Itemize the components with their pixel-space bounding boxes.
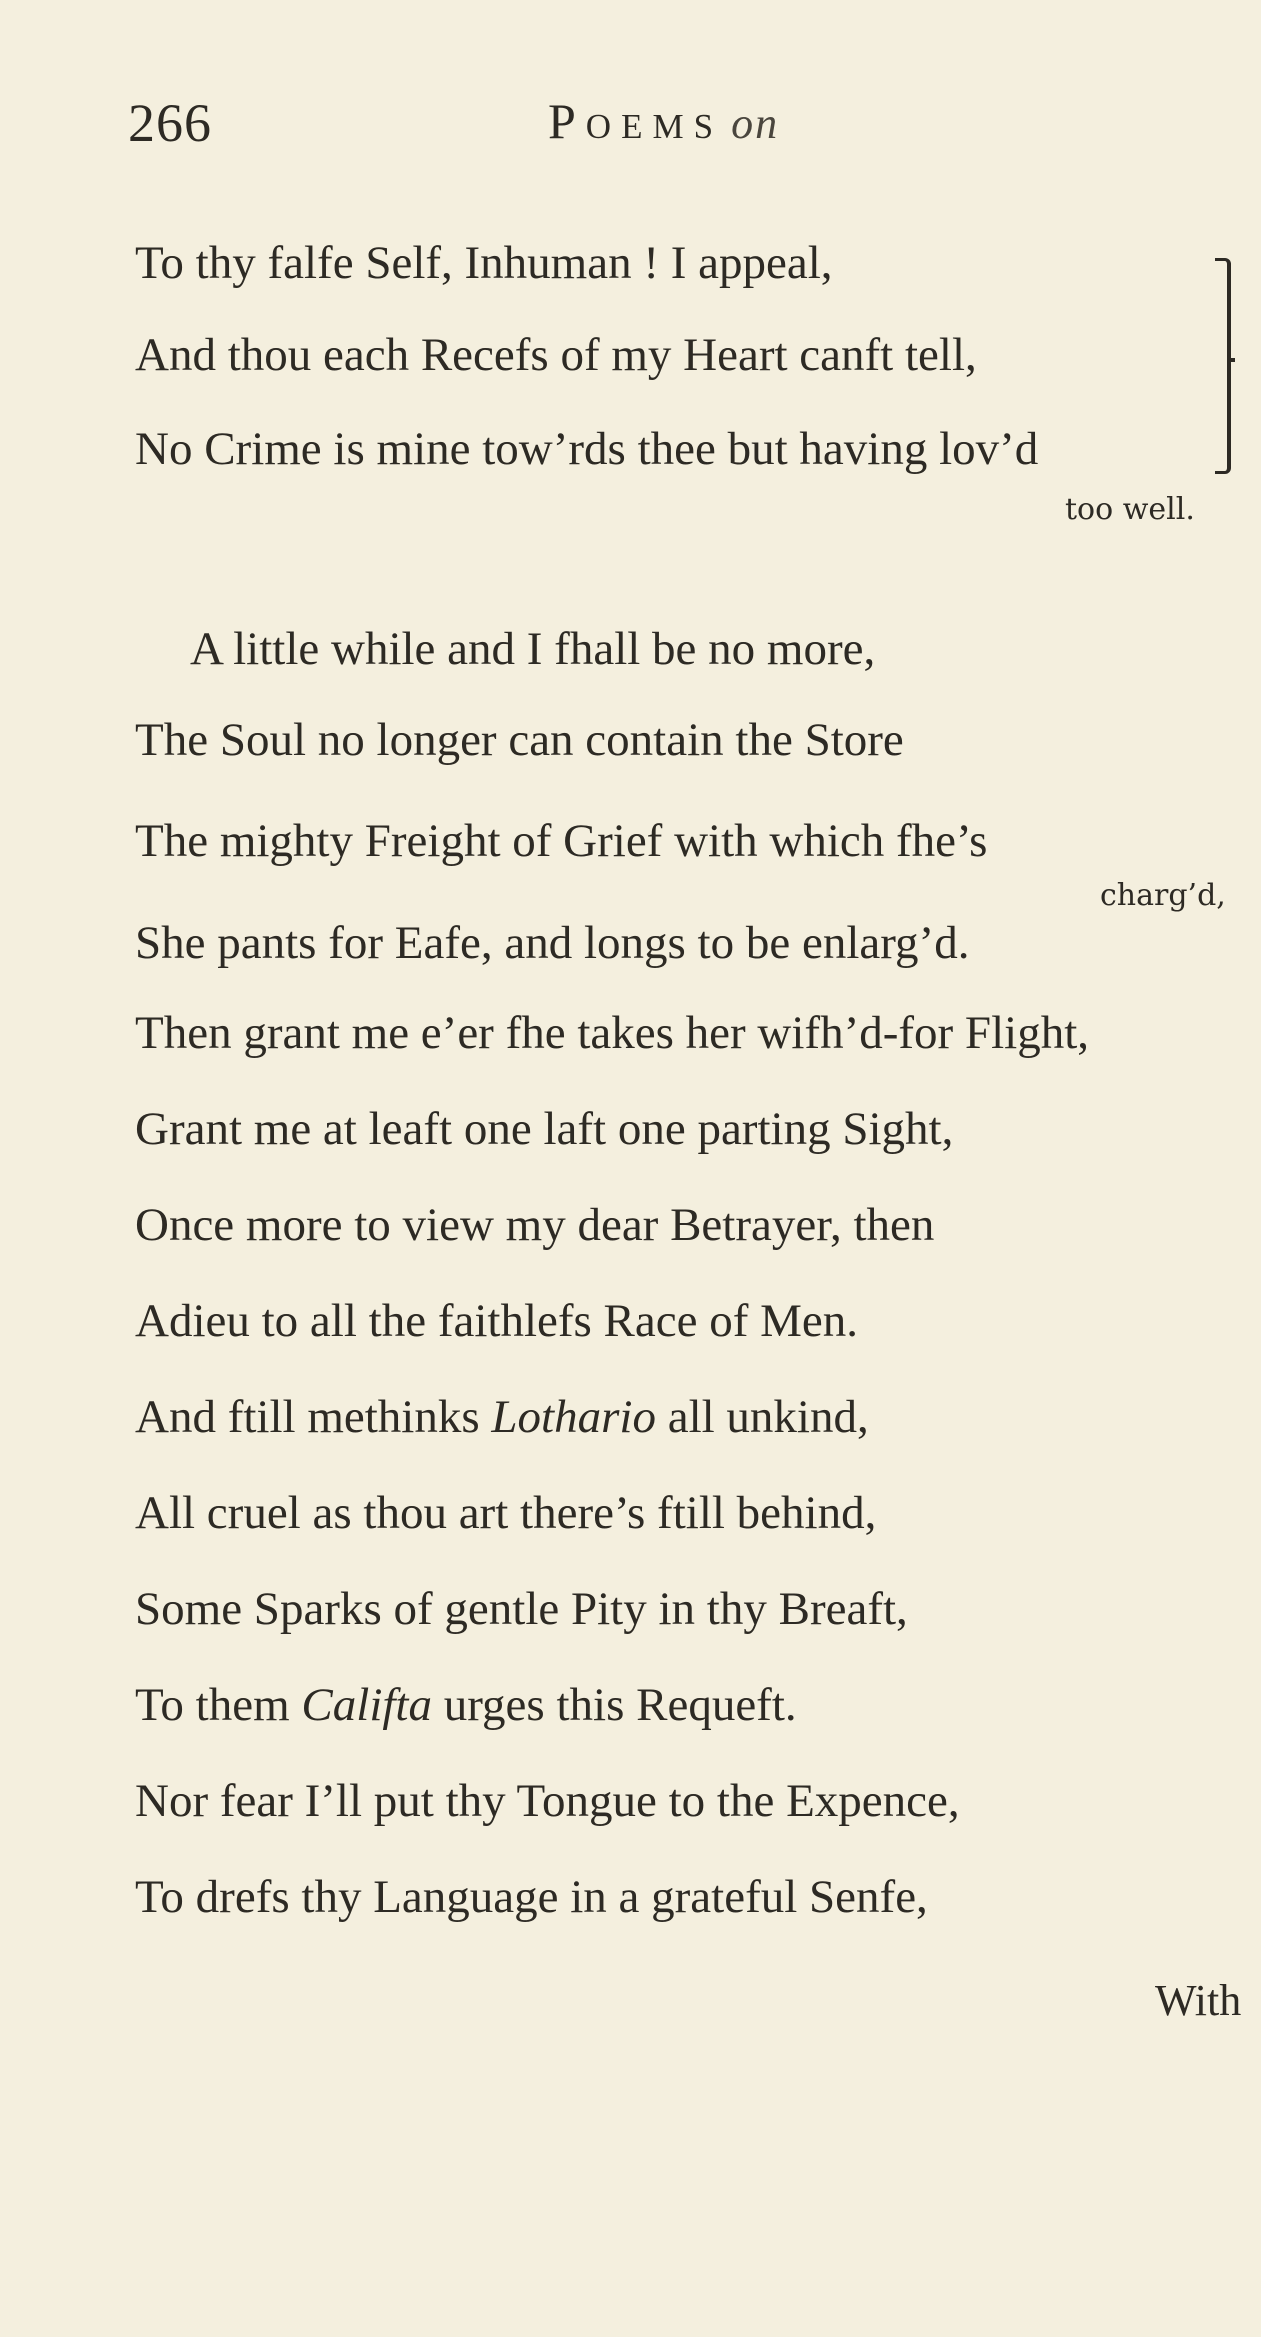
catchword: With xyxy=(1155,1976,1242,2025)
verse-line: The mighty Freight of Grief with which fhe’s xyxy=(135,815,988,867)
page-number: 266 xyxy=(128,93,212,153)
bracket-point xyxy=(1227,358,1235,362)
verse-line xyxy=(135,1679,797,1731)
running-head-title: Poems xyxy=(548,93,724,149)
character-name: Lothario xyxy=(491,1391,656,1443)
verse-line: She pants for Eafe, and longs to be enlarg’d. xyxy=(135,917,970,969)
verse-line: Once more to view my dear Betrayer, then xyxy=(135,1199,935,1251)
verse-line: All cruel as thou art there’s ftill behind, xyxy=(135,1487,877,1539)
verse-line: A little while and I fhall be no more, xyxy=(190,623,876,675)
verse-line: And thou each Recefs of my Heart canft tell, xyxy=(135,329,977,381)
bracket-mark xyxy=(1215,258,1231,474)
verse-line: The Soul no longer can contain the Store xyxy=(135,714,904,766)
running-head xyxy=(548,92,779,150)
verse-line: To thy falfe Self, Inhuman ! I appeal, xyxy=(135,237,833,289)
page-header xyxy=(128,92,1128,152)
verse-line: To drefs thy Language in a grateful Senfe, xyxy=(135,1871,928,1923)
verse-text: And ftill methinks xyxy=(135,1391,492,1443)
verse-line: Adieu to all the faithlefs Race of Men. xyxy=(135,1295,859,1347)
verse-text: all unkind, xyxy=(655,1391,869,1443)
running-head-italic: on xyxy=(731,99,780,148)
verse-line: No Crime is mine tow’rds thee but having lov’d xyxy=(135,423,1039,475)
verse-line: Nor fear I’ll put thy Tongue to the Expence, xyxy=(135,1775,960,1827)
turnover-text: too well. xyxy=(1065,492,1195,527)
turnover-text: charg’d, xyxy=(1100,878,1226,913)
verse-line xyxy=(135,1391,869,1443)
verse-line: Then grant me e’er fhe takes her wifh’d-for Flight, xyxy=(135,1007,1089,1059)
verse-line: Some Sparks of gentle Pity in thy Breaft, xyxy=(135,1583,908,1635)
verse-text: urges this Requeft. xyxy=(432,1679,797,1731)
character-name: Califta xyxy=(301,1679,432,1731)
verse-line: Grant me at leaft one laft one parting Sight, xyxy=(135,1103,954,1155)
verse-text: To them xyxy=(135,1679,302,1731)
